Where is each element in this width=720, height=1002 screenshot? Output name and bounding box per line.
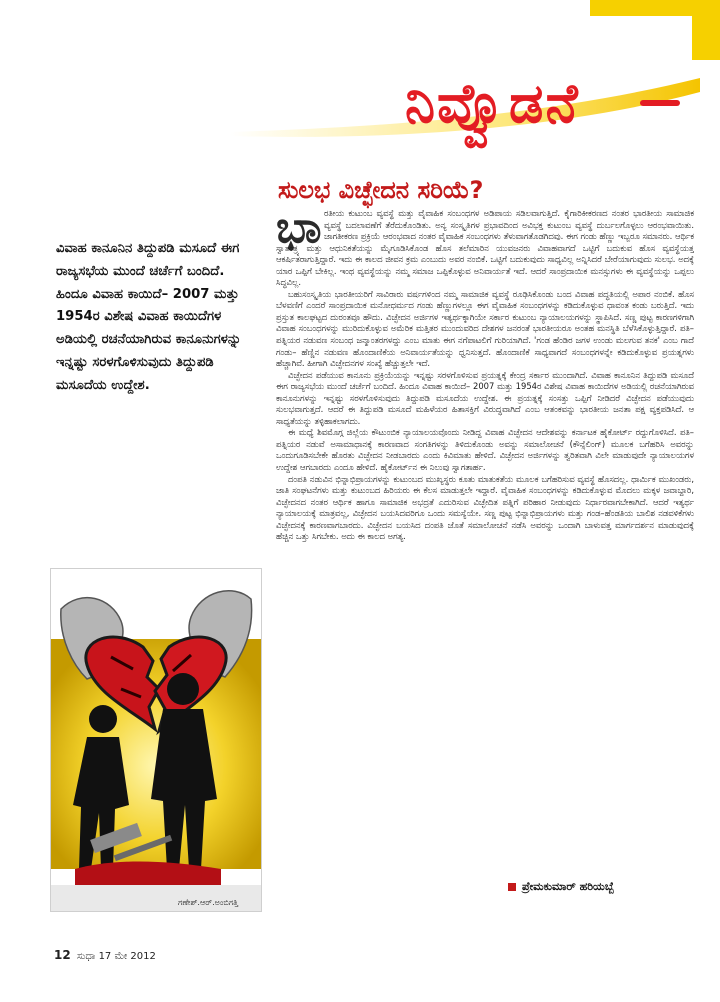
page-number: 12 [54,948,71,962]
article-headline: ಸುಲಭ ವಿಚ್ಛೇದನ ಸರಿಯೆ? [278,176,484,204]
article-paragraph: ರತೀಯ ಕುಟುಂಬ ವ್ಯವಸ್ಥೆ ಮತ್ತು ವೈವಾಹಿಕ ಸಂಬಂಧಗಳ ಅಡಿಪಾಯ ಸಡಿಲವಾಗುತ್ತಿದೆ. ಕೈಗಾರಿಕೀಕರಣದ ನಂತರ ಭಾರತೀಯ ಸಾಮಾಜಿಕ ವ್ಯವಸ್ಥೆ ಬದಲಾವಣೆಗೆ ತೆರೆದುಕೊಂಡಿತು. ಅನ್ಯ ಸಂಸ್ಕೃತಿಗಳ ಪ್ರಭಾವದಿಂದ ಅವಿಭಕ್ತ ಕುಟುಂಬ ವ್ಯವಸ್ಥೆ ದುರ್ಬಲಗೊಳ್ಳಲು ಆರಂಭವಾಯಿತು. ಜಾಗತೀಕರಣ ಪ್ರಕ್ರಿಯೆ ಆರಂಭವಾದ ನಂತರ ವೈವಾಹಿಕ ಸಂಬಂಧಗಳು ತೆಳುವಾಗತೊಡಗಿದವು. ಈಗ ಗಂಡು ಹೆಣ್ಣು ಇಬ್ಬರೂ ಸಮಾನರು. ಆರ್ಥಿಕ ಸ್ವಾತಂತ್ರ್ಯ ಮತ್ತು ಆಧುನಿಕತೆಯನ್ನು ಮೈಗೂಡಿಸಿಕೊಂಡ ಹೊಸ ತಲೆಮಾರಿನ ಯುವಜನರು ವಿವಾಹವಾಗದೆ ಒಟ್ಟಿಗೆ ಬದುಕುವ ಹೊಸ ವ್ಯವಸ್ಥೆಯತ್ತ ಆಕರ್ಷಿತರಾಗುತ್ತಿದ್ದಾರೆ. ಇದು ಈ ಕಾಲದ ಜೀವನ ಕ್ರಮ ಎಂಬುದು ಅವರ ನಂಬಿಕೆ. ಒಟ್ಟಿಗೆ ಬದುಕುವುದು ಸಾಧ್ಯವಿಲ್ಲ ಅನ್ನಿಸಿದರೆ ಬೇರೆಯಾಗುವುದು ಸುಲಭ. ಅದಕ್ಕೆ ಯಾರ ಒಪ್ಪಿಗೆ ಬೇಕಿಲ್ಲ. ಇಂಥ ವ್ಯವಸ್ಥೆಯನ್ನು ನಮ್ಮ ಸಮಾಜ ಒಪ್ಪಿಕೊಳ್ಳುವ ಅನಿವಾರ್ಯತೆ ಇದೆ. ಆದರೆ ಸಾಂಪ್ರದಾಯಿಕ ಮನಸ್ಸುಗಳು ಈ ವ್ಯವಸ್ಥೆಯನ್ನು ಒಪ್ಪಲು ಸಿದ್ಧವಿಲ್ಲ. [276,208,694,288]
page-folio [54,948,156,962]
author-byline [508,880,614,894]
article-paragraph: ಬಹುಸಂಸ್ಕೃತಿಯ ಭಾರತೀಯರಿಗೆ ಸಾವಿರಾರು ವರ್ಷಗಳಿಂದ ನಮ್ಮ ಸಾಮಾಜಿಕ ವ್ಯವಸ್ಥೆ ರೂಢಿಸಿಕೊಂಡು ಬಂದ ವಿವಾಹ ಪದ್ಧತಿಯಲ್ಲಿ ಅಪಾರ ನಂಬಿಕೆ. ಹೊಸ ಬೆಳವಣಿಗೆ ಎಂದರೆ ಸಾಂಪ್ರದಾಯಿಕ ಮನೋಧರ್ಮದ ಗಂಡು ಹೆಣ್ಣುಗಳಲ್ಲೂ ಈಗ ವೈವಾಹಿಕ ಸಂಬಂಧಗಳನ್ನು ಕಡಿದುಕೊಳ್ಳುವ ಧಾವಂತ ಕಂಡು ಬರುತ್ತಿದೆ. ಇದು ಪ್ರಸ್ತುತ ಕಾಲಘಟ್ಟದ ದುರಂತವೂ ಹೌದು. ವಿಚ್ಛೇದನ ಅರ್ಜಿಗಳ ಇತ್ಯರ್ಥಕ್ಕಾಗಿಯೇ ಸರ್ಕಾರ ಕುಟುಂಬ ನ್ಯಾಯಾಲಯಗಳನ್ನು ಸ್ಥಾಪಿಸಿದೆ. ಸಣ್ಣ ಪುಟ್ಟ ಕಾರಣಗಳಿಗಾಗಿ ವಿವಾಹ ಸಂಬಂಧಗಳನ್ನು ಮುರಿದುಕೊಳ್ಳುವ ಅಮೆರಿಕ ಮತ್ತಿತರ ಮುಂದುವರಿದ ದೇಶಗಳ ಜನರಂತೆ ಭಾರತೀಯರೂ ಅಂತಹ ಮನಸ್ಥಿತಿ ಬೆಳೆಸಿಕೊಳ್ಳುತ್ತಿದ್ದಾರೆ. ಪತಿ– ಪತ್ನಿಯರ ನಡುವಣ ಸಂಬಂಧ ಜನ್ಮಾಂತರಗಳದ್ದು ಎಂಬ ಮಾತು ಈಗ ನಗೆಪಾಟಲಿಗೆ ಗುರಿಯಾಗಿದೆ. 'ಗಂಡ ಹೆಂಡಿರ ಜಗಳ ಉಂಡು ಮಲಗುವ ತನಕ' ಎಂಬ ಗಾದೆ ಗಂಡು– ಹೆಣ್ಣಿನ ನಡುವಣ ಹೊಂದಾಣಿಕೆಯ ಅನಿವಾರ್ಯತೆಯನ್ನು ಧ್ವನಿಸುತ್ತದೆ. ಹೊಂದಾಣಿಕೆ ಸಾಧ್ಯವಾಗದೆ ಸಂಬಂಧಗಳನ್ನೇ ಕಡಿದುಕೊಳ್ಳುವ ಪ್ರಯತ್ನಗಳು ಹೆಚ್ಚಾಗಿವೆ. ಹೀಗಾಗಿ ವಿಚ್ಛೇದನಗಳ ಸಂಖ್ಯೆ ಹೆಚ್ಚುತ್ತಲೇ ಇದೆ. [276,288,694,369]
corner-decoration [590,0,720,16]
drop-cap: ಭಾ [276,202,322,253]
article-paragraph: ದಂಪತಿ ನಡುವಿನ ಭಿನ್ನಾಭಿಪ್ರಾಯಗಳನ್ನು ಕುಟುಂಬದ ಮುಖ್ಯಸ್ಥರು ಕೂತು ಮಾತುಕತೆಯ ಮೂಲಕ ಬಗೆಹರಿಸುವ ವ್ಯವಸ್ಥೆ ಹೊಸದಲ್ಲ. ಧಾರ್ಮಿಕ ಮುಖಂಡರು, ಜಾತಿ ಸಂಘಟನೆಗಳು ಮತ್ತು ಕುಟುಂಬದ ಹಿರಿಯರು ಈ ಕೆಲಸ ಮಾಡುತ್ತಲೇ ಇದ್ದಾರೆ. ವೈವಾಹಿಕ ಸಂಬಂಧಗಳನ್ನು ಕಡಿದುಕೊಳ್ಳುವ ಮೊದಲು ಮಕ್ಕಳ ಜವಾಬ್ದಾರಿ, ವಿಚ್ಛೇದನದ ನಂತರ ಆರ್ಥಿಕ ಹಾಗೂ ಸಾಮಾಜಿಕ ಅಭದ್ರತೆ ಎದುರಿಸುವ ವಿಚ್ಛೇದಿತ ಪತ್ನಿಗೆ ಪರಿಹಾರ ನೀಡುವುದು ನಿರ್ಧಾರವಾಗಬೇಕಾಗಿದೆ. ಆದರೆ ಇತ್ಯರ್ಥ ನ್ಯಾಯಾಲಯಕ್ಕೆ ಮಾತ್ರವಲ್ಲ, ವಿಚ್ಛೇದನ ಬಯಸಿದವರಿಗೂ ಒಂದು ಸಮಸ್ಯೆಯೇ. ಸಣ್ಣ ಪುಟ್ಟ ಭಿನ್ನಾಭಿಪ್ರಾಯಗಳು ಮತ್ತು ಗಂಡ–ಹೆಂಡತಿಯ ಬಾಲಿಶ ನಡವಳಿಕೆಗಳು ವಿಚ್ಛೇದನಕ್ಕೆ ಕಾರಣವಾಗಬಾರದು. ವಿಚ್ಛೇದನ ಬಯಸಿದ ದಂಪತಿ ಜೊತೆ ಸಮಾಲೋಚನೆ ನಡೆಸಿ ಅವರನ್ನು ಒಂದಾಗಿ ಬಾಳುವತ್ತ ಮಾರ್ಗದರ್ಶನ ಮಾಡುವುದಕ್ಕೆ ಹೆಚ್ಚಿನ ಒತ್ತು ಸಿಗಬೇಕು. ಅದು ಈ ಕಾಲದ ಅಗತ್ಯ. [276,473,694,542]
magazine-name: ಸುಧಾ [76,951,96,962]
masthead-dash [640,100,680,106]
illustration-credit: ಗಣೇಶ್.ಆರ್.ಅಂಬಿಗತ್ತಿ [178,898,239,907]
section-masthead: ನಿವ್ವೊಡನೆ [405,72,580,135]
pull-quote: ವಿವಾಹ ಕಾನೂನಿನ ತಿದ್ದುಪಡಿ ಮಸೂದೆ ಈಗ ರಾಜ್ಯಸಭೆಯ ಮುಂದೆ ಚರ್ಚೆಗೆ ಬಂದಿದೆ. ಹಿಂದೂ ವಿವಾಹ ಕಾಯಿದೆ– 2007 ಮತ್ತು 1954ರ ವಿಶೇಷ ವಿವಾಹ ಕಾಯಿದೆಗಳ ಅಡಿಯಲ್ಲಿ ರಚನೆಯಾಗಿರುವ ಕಾನೂನುಗಳನ್ನು ಇನ್ನಷ್ಟು ಸರಳಗೊಳಿಸುವುದು ತಿದ್ದುಪಡಿ ಮಸೂದೆಯ ಉದ್ದೇಶ. [56,241,242,393]
corner-decoration-tab [692,16,720,60]
illustration-broken-heart [50,568,262,912]
article-paragraph: ಈ ಮಧ್ಯೆ ಶಿವಮೊಗ್ಗ ಜಿಲ್ಲೆಯ ಕೌಟುಂಬಿಕ ನ್ಯಾಯಾಲಯವೊಂದು ನೀಡಿದ್ದ ವಿವಾಹ ವಿಚ್ಛೇದನ ಆದೇಶವನ್ನು ಕರ್ನಾಟಕ ಹೈಕೋರ್ಟ್ ರದ್ದುಗೊಳಿಸಿದೆ. ಪತಿ– ಪತ್ನಿಯರ ನಡುವೆ ಅಸಾಮಾಧಾನಕ್ಕೆ ಕಾರಣವಾದ ಸಂಗತಿಗಳನ್ನು ತಿಳಿದುಕೊಂಡು ಅವನ್ನು ಸಮಾಲೋಚನೆ (ಕೌನ್ಸೆಲಿಂಗ್) ಮೂಲಕ ಬಗೆಹರಿಸಿ ಅವರನ್ನು ಒಂದುಗೂಡಿಸಬೇಕೇ ಹೊರತು ವಿಚ್ಛೇದನ ನೀಡಬಾರದು ಎಂದು ಕಿವಿಮಾತು ಹೇಳಿದೆ. ವಿಚ್ಛೇದನ ಅರ್ಜಿಗಳನ್ನು ತ್ವರಿತವಾಗಿ ವಿಲೇ ಮಾಡುವುದೇ ನ್ಯಾಯಾಲಯಗಳ ಉದ್ದೇಶ ಆಗಬಾರದು ಎಂದೂ ಹೇಳಿದೆ. ಹೈಕೋರ್ಟ್‌ನ ಈ ನಿಲುವು ಸ್ವಾಗತಾರ್ಹ. [276,427,694,473]
issue-date: 17 ಮೇ 2012 [98,951,156,962]
author-name: ಪ್ರೇಮಕುಮಾರ್ ಹರಿಯಬ್ಬೆ [522,880,615,893]
byline-marker [508,883,516,891]
article-body [276,202,694,896]
dropcap-spacer [276,208,324,242]
article-paragraph: ವಿಚ್ಛೇದನ ಪಡೆಯುವ ಕಾನೂನು ಪ್ರಕ್ರಿಯೆಯನ್ನು ಇನ್ನಷ್ಟು ಸರಳಗೊಳಿಸುವ ಪ್ರಯತ್ನಕ್ಕೆ ಕೇಂದ್ರ ಸರ್ಕಾರ ಮುಂದಾಗಿದೆ. ವಿವಾಹ ಕಾನೂನಿನ ತಿದ್ದುಪಡಿ ಮಸೂದೆ ಈಗ ರಾಜ್ಯಸಭೆಯ ಮುಂದೆ ಚರ್ಚೆಗೆ ಬಂದಿದೆ. ಹಿಂದೂ ವಿವಾಹ ಕಾಯಿದೆ– 2007 ಮತ್ತು 1954ರ ವಿಶೇಷ ವಿವಾಹ ಕಾಯಿದೆಗಳ ಅಡಿಯಲ್ಲಿ ರಚನೆಯಾಗಿರುವ ಕಾನೂನುಗಳನ್ನು ಇನ್ನಷ್ಟು ಸರಳಗೊಳಿಸುವುದು ತಿದ್ದುಪಡಿ ಮಸೂದೆಯ ಉದ್ದೇಶ. ಈ ಪ್ರಯತ್ನಕ್ಕೆ ಸಂಸತ್ತು ಒಪ್ಪಿಗೆ ನೀಡಿದರೆ ವಿಚ್ಛೇದನ ಪಡೆಯುವುದು ಸುಲಭವಾಗುತ್ತದೆ. ಆದರೆ ಈ ತಿದ್ದುಪಡಿ ಮಸೂದೆ ಮಹಿಳೆಯರ ಹಿತಾಸಕ್ತಿಗೆ ವಿರುದ್ಧವಾಗಿದೆ ಎಂಬ ಆತಂಕವನ್ನು ಭಾರತೀಯ ಜನತಾ ಪಕ್ಷ ವ್ಯಕ್ತಪಡಿಸಿದೆ. ಆ ಸಾಧ್ಯತೆಯನ್ನು ತಳ್ಳಿಹಾಕಲಾಗದು. [276,369,694,426]
